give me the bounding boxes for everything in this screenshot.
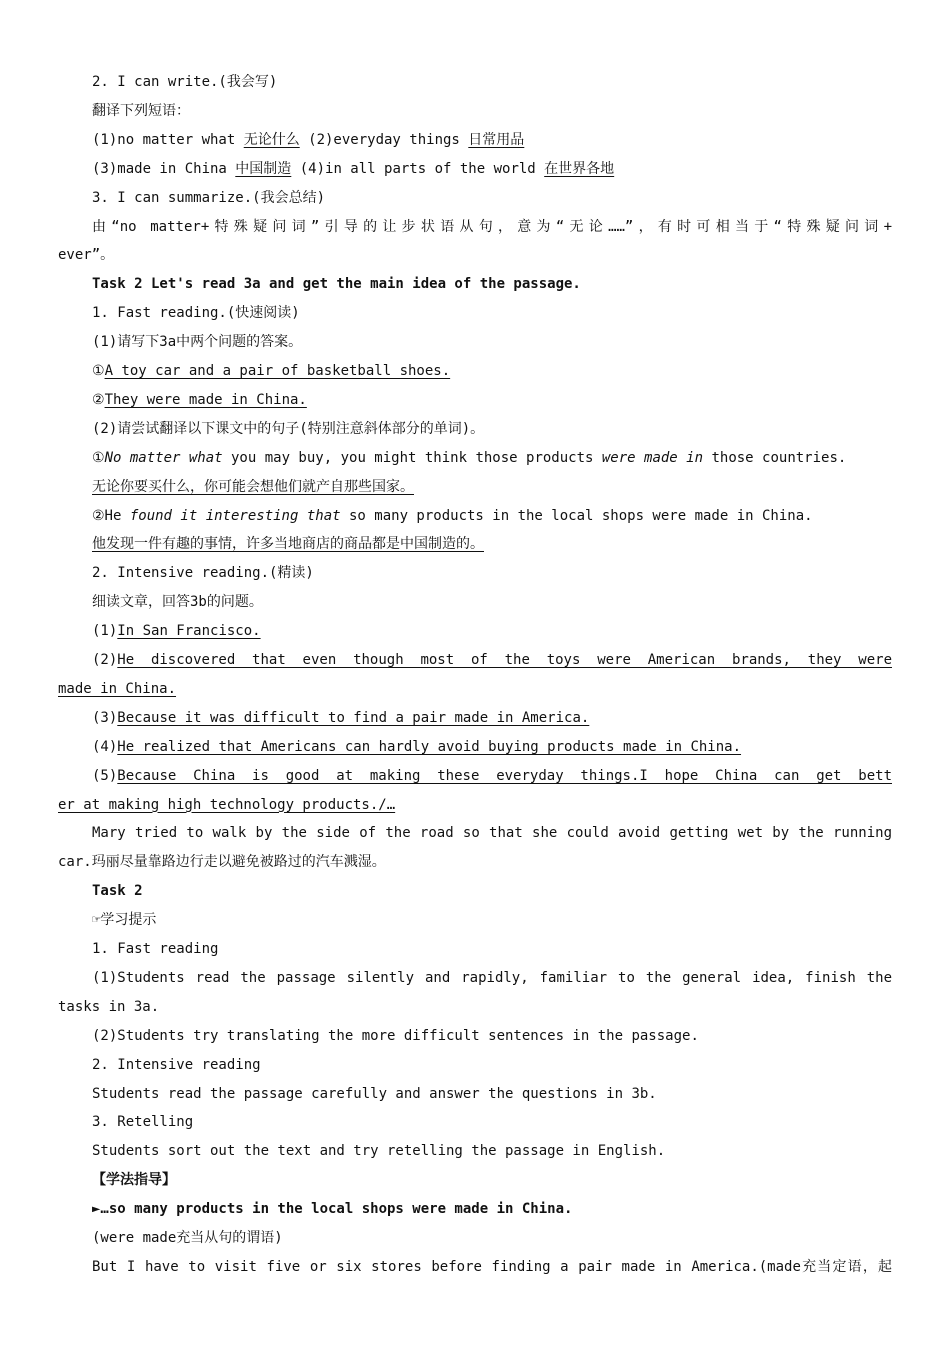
text-line	[92, 1084, 892, 1113]
answer-text: A toy car and a pair of basketball shoes.	[104, 363, 451, 379]
text-line	[92, 130, 892, 159]
answer-text: 他发现一件有趣的事情，许多当地商店的商品都是中国制造的。	[92, 536, 484, 553]
text-segment: 3. I can summarize.(我会总结)	[92, 189, 326, 206]
text-line	[92, 708, 892, 737]
text-line	[92, 72, 892, 101]
text-segment: Mary tried to walk by the side of the road so that she could avoid getting wet by the running	[92, 825, 892, 842]
text-segment: (2)	[92, 652, 118, 668]
answer-text: 无论什么	[243, 131, 300, 148]
text-segment: ☞学习提示	[92, 912, 157, 929]
text-line	[92, 1026, 892, 1055]
answer-text: Because it was difficult to find a pair made in America.	[117, 709, 590, 726]
text-line	[92, 737, 892, 766]
text-segment: (1)请写下3a中两个问题的答案。	[92, 334, 303, 351]
answer-text: In San Francisco.	[117, 623, 261, 640]
text-line	[92, 1112, 892, 1141]
text-line	[92, 390, 892, 419]
text-line	[92, 159, 892, 188]
text-line	[92, 419, 892, 448]
text-line	[92, 361, 892, 390]
text-segment: ①	[92, 363, 105, 379]
text-segment: No matter what	[104, 449, 223, 466]
text-segment: (2)everyday things	[299, 131, 469, 148]
text-segment: (5)	[92, 767, 118, 784]
text-line	[92, 448, 892, 477]
answer-text: er at making high technology products./…	[58, 796, 396, 813]
text-line	[58, 245, 892, 274]
text-line	[92, 477, 892, 506]
text-segment: (3)	[92, 709, 118, 726]
text-segment: ②He	[92, 507, 130, 524]
text-segment: (3)made in China	[92, 160, 236, 177]
text-line	[92, 1228, 892, 1257]
text-segment: Students read the passage carefully and answer the questions in 3b.	[92, 1085, 657, 1102]
text-line	[92, 910, 892, 939]
text-segment: were made in	[601, 449, 704, 466]
text-line	[58, 852, 892, 881]
text-line	[92, 1055, 892, 1084]
text-segment: so many products in the local shops were made in China.	[340, 507, 813, 524]
text-segment: (4)in all parts of the world	[291, 160, 545, 177]
text-segment: 1. Fast reading	[92, 941, 219, 957]
heading-text: Task 2 Let's read 3a and get the main idea of the passage.	[92, 276, 581, 293]
answer-text: 无论你要买什么，你可能会想他们就产自那些国家。	[92, 478, 414, 495]
answer-text: 日常用品	[468, 131, 525, 148]
text-segment: (1)Students read the passage silently and rapidly, familiar to the general idea, finish the	[92, 969, 892, 986]
text-segment: (1)no matter what	[92, 131, 244, 148]
text-line	[92, 592, 892, 621]
text-segment: ①	[92, 449, 105, 466]
text-segment: ever”。	[58, 247, 115, 264]
text-line	[92, 1257, 892, 1286]
text-line	[92, 563, 892, 592]
text-segment: (were made充当从句的谓语)	[92, 1230, 283, 1246]
text-line	[92, 650, 892, 679]
answer-text: Because China is good at making these everyday things.I hope China can get bett	[117, 767, 892, 784]
text-segment: 3. Retelling	[92, 1114, 194, 1131]
text-line	[58, 795, 892, 824]
answer-text: He discovered that even though most of the toys were American brands, they were	[117, 652, 892, 668]
text-line	[92, 621, 892, 650]
text-segment: (2)请尝试翻译以下课文中的句子(特别注意斜体部分的单词)。	[92, 420, 485, 437]
text-line	[92, 968, 892, 997]
text-segment: 细读文章，回答3b的问题。	[92, 594, 263, 611]
text-line	[92, 274, 892, 303]
heading-text: ►…so many products in the local shops were made in China.	[92, 1201, 573, 1218]
text-line	[92, 823, 892, 852]
text-line	[92, 332, 892, 361]
text-segment: But I have to visit five or six stores before finding a pair made in America.(made充当定语，起	[92, 1258, 892, 1275]
text-segment: tasks in 3a.	[58, 998, 160, 1015]
text-line	[92, 939, 892, 968]
text-line	[92, 766, 892, 795]
text-line	[92, 217, 892, 246]
text-segment: 翻译下列短语：	[92, 102, 190, 119]
text-segment: Students sort out the text and try retelling the passage in English.	[92, 1143, 666, 1160]
text-line	[92, 506, 892, 535]
text-line	[92, 1199, 892, 1228]
answer-text: made in China.	[58, 680, 177, 697]
text-segment: (4)	[92, 738, 118, 755]
answer-text: 中国制造	[235, 160, 292, 177]
text-segment: car.玛丽尽量靠路边行走以避免被路过的汽车溅湿。	[58, 854, 386, 871]
text-segment: ②	[92, 391, 105, 408]
text-line	[58, 679, 892, 708]
heading-text: Task 2	[92, 883, 143, 900]
text-segment: (2)Students try translating the more difficult sentences in the passage.	[92, 1027, 699, 1044]
text-line	[92, 1141, 892, 1170]
text-line	[92, 188, 892, 217]
text-segment: 1. Fast reading.(快速阅读)	[92, 305, 300, 322]
text-segment: 由“no matter+特殊疑问词”引导的让步状语从句，意为“无论……”，有时可相当于“特殊疑问词+	[92, 218, 892, 235]
answer-text: He realized that Americans can hardly avoid buying products made in China.	[117, 738, 742, 755]
text-line	[92, 101, 892, 130]
text-segment: 2. Intensive reading.(精读)	[92, 565, 314, 582]
text-segment: found it interesting that	[129, 507, 341, 524]
text-line	[92, 534, 892, 563]
text-line	[92, 881, 892, 910]
text-line	[58, 997, 892, 1026]
text-segment: 2. I can write.(我会写)	[92, 74, 278, 90]
answer-text: They were made in China.	[104, 391, 307, 408]
heading-text: 【学法指导】	[92, 1172, 176, 1189]
text-line	[92, 1170, 892, 1199]
answer-text: 在世界各地	[544, 160, 615, 177]
text-line	[92, 303, 892, 332]
text-segment: (1)	[92, 623, 118, 640]
text-segment: 2. Intensive reading	[92, 1056, 261, 1073]
text-segment: those countries.	[703, 449, 847, 466]
text-segment: you may buy, you might think those products	[222, 449, 602, 466]
